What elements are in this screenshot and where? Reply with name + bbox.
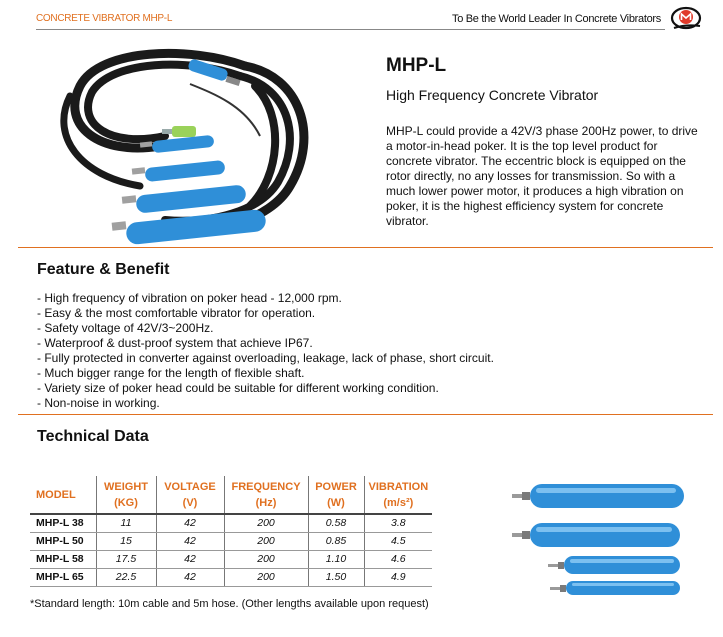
column-header-voltage [156,476,224,514]
column-header-unit: (V) [182,496,198,509]
product-description: MHP-L could provide a 42V/3 phase 200Hz power, to drive a motor-in-head poker. It is the top level product for concrete vibrator. The eccentric block is equipped on the rotor directly, no any losses for transmission. So with a much lower power motor, it produces a high vibration on poker, it is the highest efficiency system for concrete vibrator. [386,124,698,228]
column-header-model [30,476,96,514]
cell-vibration: 4.6 [364,550,432,568]
column-header-unit: (Hz) [255,496,277,509]
table-row [30,514,432,532]
section-divider-technical [18,414,713,415]
feature-item: - Variety size of poker head could be suitable for different working condition. [37,381,439,395]
column-header-label: POWER [315,480,357,493]
column-header-unit: (KG) [114,496,138,509]
cell-model: MHP-L 38 [30,514,96,532]
column-header-unit: (W) [327,496,345,509]
cell-voltage: 42 [156,568,224,586]
cell-model: MHP-L 65 [30,568,96,586]
column-header-weight [96,476,156,514]
table-row [30,532,432,550]
poker-heads-photo [512,476,687,601]
company-tagline: To Be the World Leader In Concrete Vibrators [452,13,661,25]
features-heading: Feature & Benefit [37,261,170,278]
cell-frequency: 200 [224,568,308,586]
cell-vibration: 4.9 [364,568,432,586]
product-subtitle: High Frequency Concrete Vibrator [386,87,599,103]
technical-heading: Technical Data [37,428,149,445]
product-photo [40,36,340,248]
column-header-label: WEIGHT [104,480,148,493]
feature-list [37,291,494,411]
table-row [30,550,432,568]
feature-item: - Non-noise in working. [37,396,160,410]
feature-item: - Much bigger range for the length of flexible shaft. [37,366,305,380]
cell-model: MHP-L 50 [30,532,96,550]
table-header-row [30,476,432,514]
cell-weight: 11 [96,514,156,532]
cell-frequency: 200 [224,550,308,568]
cell-model: MHP-L 58 [30,550,96,568]
section-divider-features [18,247,713,248]
feature-item: - High frequency of vibration on poker head - 12,000 rpm. [37,291,342,305]
document-section-label: CONCRETE VIBRATOR MHP-L [36,13,173,24]
cell-power: 0.85 [308,532,364,550]
column-header-vibration [364,476,432,514]
column-header-label: FREQUENCY [231,480,301,493]
feature-item: - Safety voltage of 42V/3~200Hz. [37,321,214,335]
feature-item: - Waterproof & dust-proof system that achieve IP67. [37,336,313,350]
header-divider [36,29,665,30]
feature-item: - Easy & the most comfortable vibrator for operation. [37,306,316,320]
column-header-power [308,476,364,514]
product-title: MHP-L [386,55,447,76]
company-logo-icon [668,6,704,30]
feature-item: - Fully protected in converter against overloading, leakage, lack of phase, short circuit. [37,351,494,365]
cell-frequency: 200 [224,532,308,550]
column-header-unit: (m/s²) [383,496,414,509]
cell-vibration: 3.8 [364,514,432,532]
column-header-label: VIBRATION [368,480,429,493]
cell-voltage: 42 [156,514,224,532]
cell-weight: 22.5 [96,568,156,586]
cell-frequency: 200 [224,514,308,532]
cell-voltage: 42 [156,532,224,550]
cell-weight: 15 [96,532,156,550]
cell-power: 0.58 [308,514,364,532]
column-header-frequency [224,476,308,514]
cell-power: 1.50 [308,568,364,586]
table-footnote: *Standard length: 10m cable and 5m hose. (Other lengths available upon request) [30,598,429,610]
cell-vibration: 4.5 [364,532,432,550]
cell-voltage: 42 [156,550,224,568]
technical-data-table [30,476,432,587]
column-header-label: MODEL [36,488,76,501]
table-row [30,568,432,586]
column-header-label: VOLTAGE [164,480,216,493]
cell-weight: 17.5 [96,550,156,568]
cell-power: 1.10 [308,550,364,568]
